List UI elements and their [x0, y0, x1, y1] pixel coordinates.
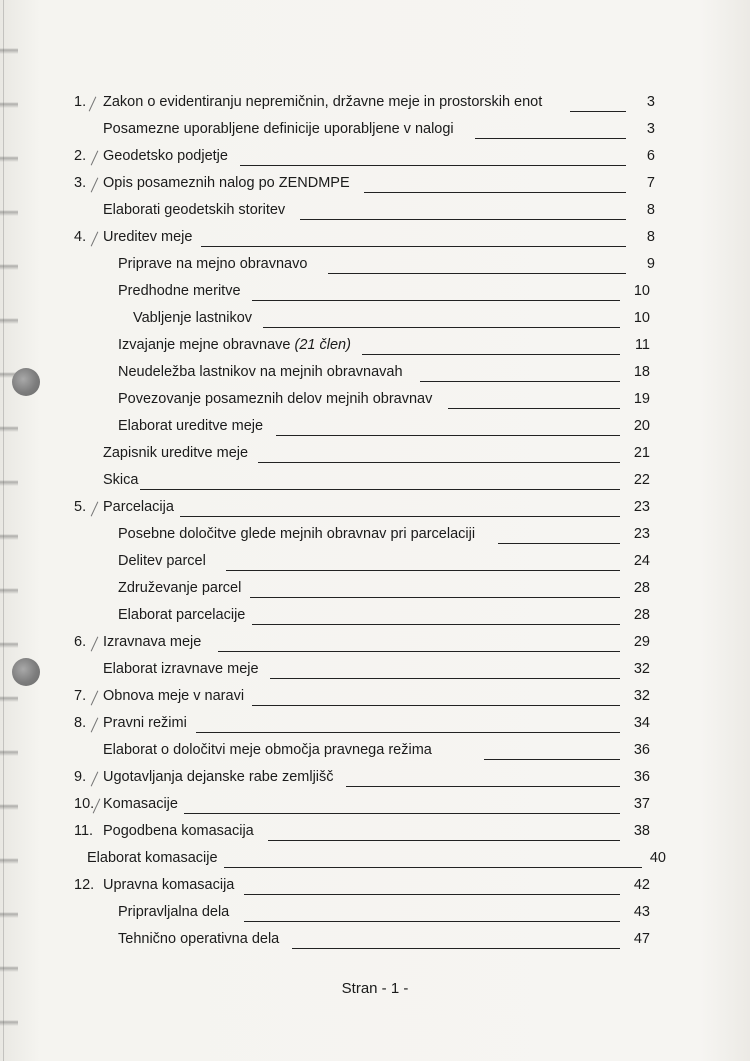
toc-page: 22 — [633, 472, 650, 488]
toc-label-suffix: (21 člen) — [294, 337, 351, 353]
toc-leader — [244, 921, 620, 922]
toc-leader — [328, 273, 626, 274]
toc-page: 11 — [634, 337, 650, 353]
toc-label: Tehnično operativna dela — [118, 931, 280, 947]
toc-leader — [240, 165, 626, 166]
toc-leader — [180, 516, 620, 517]
toc-label: Zakon o evidentiranju nepremičnin, državne meje in prostorskih enot — [103, 94, 543, 110]
toc-page: 40 — [649, 850, 666, 866]
toc-label: Izvajanje mejne obravnave (21 člen) — [118, 337, 351, 353]
page-edge-line — [3, 0, 4, 1061]
toc-page: 23 — [633, 499, 650, 515]
toc-label: Ureditev meje — [103, 229, 193, 245]
toc-label: Komasacije — [103, 796, 178, 812]
toc-number: 4. — [74, 229, 87, 245]
toc-label: Vabljenje lastnikov — [133, 310, 253, 326]
toc-page: 21 — [633, 445, 650, 461]
toc-leader — [570, 111, 626, 112]
toc-label: Skica — [103, 472, 139, 488]
toc-page: 20 — [633, 418, 650, 434]
toc-label: Priprave na mejno obravnavo — [118, 256, 308, 272]
toc-page: 3 — [646, 121, 655, 137]
toc-page: 8 — [646, 202, 655, 218]
toc-leader — [364, 192, 626, 193]
check-mark-icon — [91, 691, 99, 706]
toc-label: Delitev parcel — [118, 553, 206, 569]
toc-page: 19 — [633, 391, 650, 407]
check-mark-icon — [89, 97, 97, 112]
toc-label: Združevanje parcel — [118, 580, 242, 596]
toc-label: Izravnava meje — [103, 634, 202, 650]
check-mark-icon — [91, 718, 99, 733]
toc-label: Predhodne meritve — [118, 283, 241, 299]
toc-label: Elaborat izravnave meje — [103, 661, 259, 677]
toc-number: 7. — [74, 688, 87, 704]
toc-number: 8. — [74, 715, 87, 731]
toc-number: 10. — [74, 796, 95, 812]
punch-hole — [12, 368, 40, 396]
toc-leader — [268, 840, 620, 841]
check-mark-icon — [91, 502, 99, 517]
toc-leader — [498, 543, 620, 544]
toc-leader — [252, 705, 620, 706]
toc-label: Pogodbena komasacija — [103, 823, 254, 839]
toc-label: Pripravljalna dela — [118, 904, 230, 920]
toc-number: 2. — [74, 148, 87, 164]
toc-leader — [484, 759, 620, 760]
check-mark-icon — [91, 178, 99, 193]
toc-label: Pravni režimi — [103, 715, 187, 731]
toc-number: 1. — [74, 94, 87, 110]
toc-page: 42 — [633, 877, 650, 893]
toc-leader — [300, 219, 626, 220]
toc-label: Elaborat komasacije — [87, 850, 218, 866]
toc-leader — [346, 786, 620, 787]
toc-page: 28 — [633, 607, 650, 623]
toc-number: 5. — [74, 499, 87, 515]
toc-label: Geodetsko podjetje — [103, 148, 228, 164]
toc-page: 24 — [633, 553, 650, 569]
toc-label: Elaborat ureditve meje — [118, 418, 264, 434]
toc-leader — [140, 489, 620, 490]
toc-label: Opis posameznih nalog po ZENDMPE — [103, 175, 350, 191]
toc-leader — [448, 408, 620, 409]
toc-leader — [270, 678, 620, 679]
toc-number: 6. — [74, 634, 87, 650]
toc-leader — [475, 138, 626, 139]
toc-leader — [184, 813, 620, 814]
toc-page: 32 — [633, 661, 650, 677]
page-footer: Stran - 1 - — [341, 980, 409, 997]
toc-leader — [252, 624, 620, 625]
toc-page: 23 — [633, 526, 650, 542]
toc-leader — [276, 435, 620, 436]
toc-label: Upravna komasacija — [103, 877, 235, 893]
toc-leader — [252, 300, 620, 301]
toc-leader — [218, 651, 620, 652]
toc-page: 37 — [633, 796, 650, 812]
toc-label: Elaborati geodetskih storitev — [103, 202, 286, 218]
toc-leader — [292, 948, 620, 949]
toc-label: Elaborat o določitvi meje območja pravnega režima — [103, 742, 432, 758]
toc-leader — [226, 570, 620, 571]
toc-page: 29 — [633, 634, 650, 650]
toc-leader — [420, 381, 620, 382]
toc-page: 36 — [633, 769, 650, 785]
toc-leader — [362, 354, 620, 355]
toc-leader — [224, 867, 642, 868]
toc-page: 34 — [633, 715, 650, 731]
toc-page: 28 — [633, 580, 650, 596]
toc-number: 12. — [74, 877, 95, 893]
toc-leader — [244, 894, 620, 895]
toc-label: Elaborat parcelacije — [118, 607, 246, 623]
toc-page: 38 — [633, 823, 650, 839]
toc-page: 18 — [633, 364, 650, 380]
toc-leader — [201, 246, 626, 247]
toc-label: Zapisnik ureditve meje — [103, 445, 249, 461]
toc-page: 9 — [646, 256, 655, 272]
check-mark-icon — [91, 637, 99, 652]
toc-label: Posebne določitve glede mejnih obravnav pri parcelaciji — [118, 526, 476, 542]
toc-label: Parcelacija — [103, 499, 174, 515]
toc-leader — [263, 327, 620, 328]
toc-label: Posamezne uporabljene definicije uporabljene v nalogi — [103, 121, 454, 137]
toc-page: 8 — [646, 229, 655, 245]
check-mark-icon — [91, 151, 99, 166]
toc-number: 11. — [74, 823, 94, 839]
toc-page: 10 — [633, 283, 650, 299]
toc-page: 6 — [646, 148, 655, 164]
toc-label: Obnova meje v naravi — [103, 688, 245, 704]
toc-label: Neudeležba lastnikov na mejnih obravnavah — [118, 364, 403, 380]
toc-number: 3. — [74, 175, 87, 191]
toc-page: 36 — [633, 742, 650, 758]
toc-leader — [258, 462, 620, 463]
toc-number: 9. — [74, 769, 87, 785]
toc-page: 47 — [633, 931, 650, 947]
toc-leader — [196, 732, 620, 733]
check-mark-icon — [91, 232, 99, 247]
toc-page: 3 — [646, 94, 655, 110]
check-mark-icon — [91, 772, 99, 787]
toc-label: Povezovanje posameznih delov mejnih obravnav — [118, 391, 433, 407]
punch-hole — [12, 658, 40, 686]
toc-page: 7 — [646, 175, 655, 191]
toc-leader — [250, 597, 620, 598]
toc-page: 43 — [633, 904, 650, 920]
toc-label: Ugotavljanja dejanske rabe zemljišč — [103, 769, 334, 785]
toc-page: 32 — [633, 688, 650, 704]
toc-page: 10 — [633, 310, 650, 326]
